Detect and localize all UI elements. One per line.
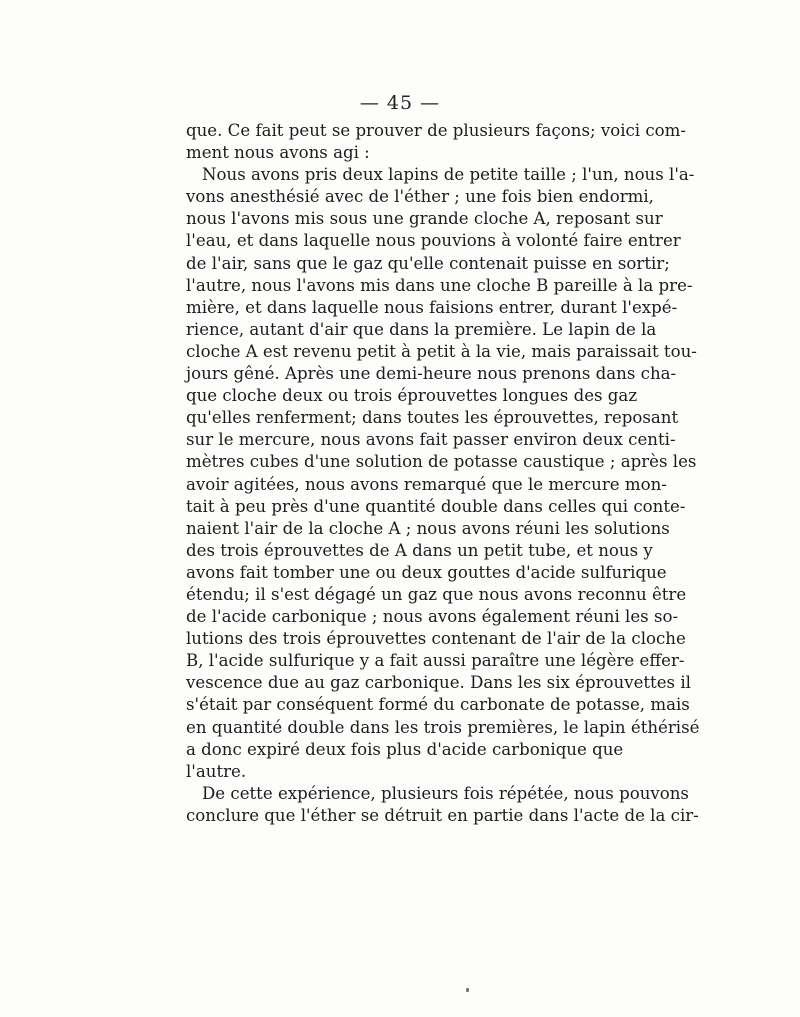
text-line: cloche A est revenu petit à petit à la vie, mais paraissait tou-	[186, 341, 697, 361]
text-line: mètres cubes d'une solution de potasse caustique ; après les	[186, 452, 697, 472]
text-line: sur le mercure, nous avons fait passer environ deux centi-	[186, 430, 676, 450]
paper-speck	[466, 988, 469, 992]
text-line: lutions des trois éprouvettes contenant de l'air de la cloche	[186, 629, 686, 649]
text-line: B, l'acide sulfurique y a fait aussi paraître une légère effer-	[186, 651, 685, 671]
text-line: qu'elles renferment; dans toutes les éprouvettes, reposant	[186, 408, 679, 428]
text-line: de l'air, sans que le gaz qu'elle contenait puisse en sortir;	[186, 253, 670, 273]
text-line: vescence due au gaz carbonique. Dans les six éprouvettes il	[186, 673, 691, 693]
text-line: vons anesthésié avec de l'éther ; une fois bien endormi,	[186, 187, 654, 207]
text-line: s'était par conséquent formé du carbonate de potasse, mais	[186, 695, 690, 715]
text-line: De cette expérience, plusieurs fois répétée, nous pouvons	[202, 783, 689, 803]
text-line: tait à peu près d'une quantité double dans celles qui conte-	[186, 496, 686, 516]
text-line: que. Ce fait peut se prouver de plusieurs façons; voici com-	[186, 121, 687, 140]
text-line: de l'acide carbonique ; nous avons également réuni les so-	[186, 607, 679, 627]
text-line: que cloche deux ou trois éprouvettes longues des gaz	[186, 386, 638, 406]
text-line: l'eau, et dans laquelle nous pouvions à volonté faire entrer	[186, 231, 681, 251]
text-line: étendu; il s'est dégagé un gaz que nous avons reconnu être	[186, 584, 687, 604]
text-line: mière, et dans laquelle nous faisions entrer, durant l'expé-	[186, 297, 678, 317]
text-line: ment nous avons agi :	[186, 143, 370, 163]
text-line: conclure que l'éther se détruit en partie dans l'acte de la cir-	[186, 805, 699, 825]
text-line: jours gêné. Après une demi-heure nous prenons dans cha-	[186, 364, 677, 384]
text-line: nous l'avons mis sous une grande cloche A, reposant sur	[186, 209, 663, 229]
text-line: avoir agitées, nous avons remarqué que le mercure mon-	[186, 474, 667, 494]
page-number: — 45 —	[359, 92, 441, 114]
text-line: Nous avons pris deux lapins de petite taille ; l'un, nous l'a-	[202, 165, 695, 185]
text-line: naient l'air de la cloche A ; nous avons réuni les solutions	[186, 518, 670, 538]
text-line: a donc expiré deux fois plus d'acide carbonique que	[186, 739, 624, 759]
text-line: en quantité double dans les trois premières, le lapin éthérisé	[186, 717, 700, 737]
text-line: l'autre.	[186, 761, 247, 781]
text-line: avons fait tomber une ou deux gouttes d'acide sulfurique	[186, 562, 667, 582]
text-line: des trois éprouvettes de A dans un petit tube, et nous y	[186, 540, 653, 560]
body-text	[186, 120, 700, 827]
text-line: rience, autant d'air que dans la première. Le lapin de la	[186, 319, 657, 339]
text-line: l'autre, nous l'avons mis dans une cloche B pareille à la pre-	[186, 275, 693, 295]
